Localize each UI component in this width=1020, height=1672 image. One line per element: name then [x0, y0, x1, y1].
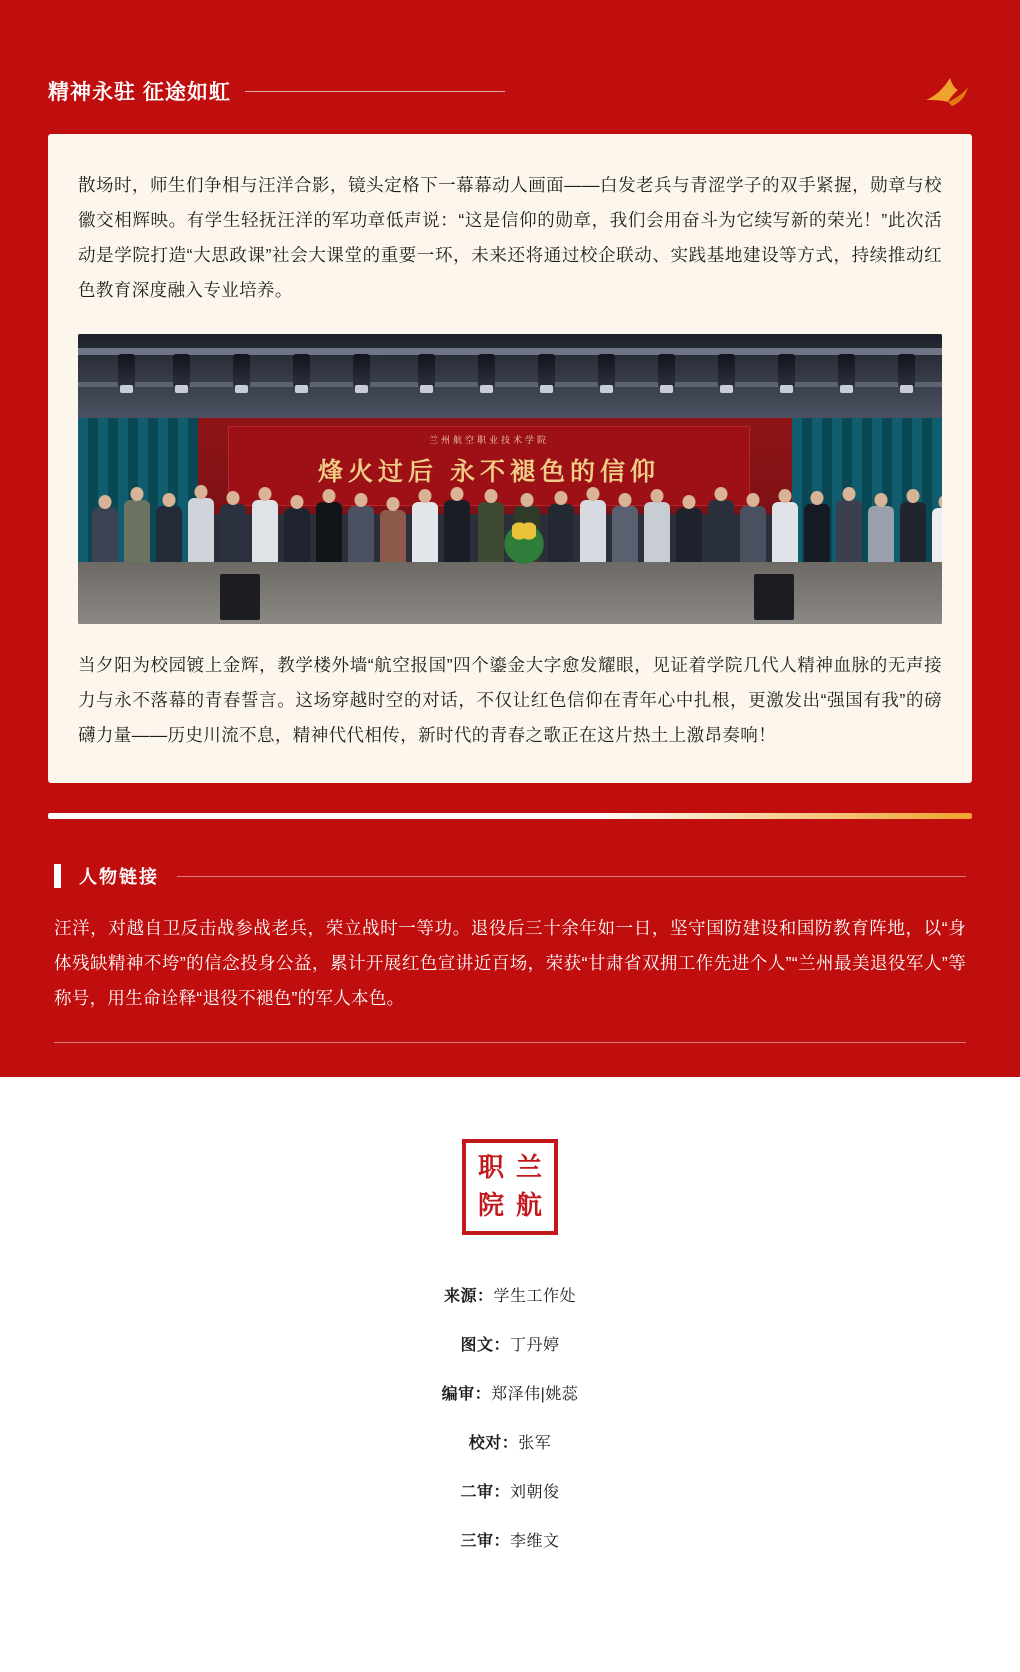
stage-light-icon: [478, 354, 495, 388]
photo-ceiling: [78, 334, 942, 418]
person-link-title: 人物链接: [79, 867, 159, 887]
stage-light-icon: [173, 354, 190, 388]
credit-value: 张军: [518, 1435, 552, 1452]
stage-light-icon: [233, 354, 250, 388]
stage-light-icon: [598, 354, 615, 388]
stage-light-icon: [118, 354, 135, 388]
credit-row: [0, 1332, 1020, 1355]
section-header: [0, 0, 1020, 134]
person-link-header: [54, 863, 966, 889]
accent-tick: [54, 864, 61, 888]
paragraph-2: 当夕阳为校园镀上金辉，教学楼外墙“航空报国”四个鎏金大字愈发耀眼，见证着学院几代人精神血脉的无声接力与永不落幕的青春誓言。这场穿越时空的对话，不仅让红色信仰在青年心中扎根，更激发出“强国有我”的磅礴力量——历史川流不息，精神代代相传，新时代的青春之歌正在这片热土上激昂奏响！: [78, 655, 942, 745]
credit-value: 学生工作处: [493, 1288, 577, 1305]
credit-row: [0, 1283, 1020, 1306]
stage-light-icon: [658, 354, 675, 388]
group-photo: [78, 334, 942, 624]
stage-light-icon: [898, 354, 915, 388]
seal-char: 职: [477, 1153, 504, 1183]
page-title: 精神永驻 征途如虹: [48, 81, 231, 104]
seal-char: 航: [515, 1191, 542, 1221]
article-card: [48, 134, 972, 783]
article-footer: [0, 1077, 1020, 1617]
seal-char: 院: [477, 1191, 504, 1221]
credit-row: [0, 1381, 1020, 1404]
stage-light-icon: [778, 354, 795, 388]
credit-row: [0, 1528, 1020, 1551]
credit-label: 来源：: [443, 1288, 494, 1305]
banner-top-text: 兰州航空职业技术学院: [428, 435, 549, 445]
seal-char: 兰: [515, 1153, 542, 1183]
flower-bouquet: [502, 528, 546, 568]
credit-label: 校对：: [468, 1435, 519, 1452]
person-block-underline: [54, 1042, 966, 1043]
credit-row: [0, 1479, 1020, 1502]
stage-speaker: [220, 574, 260, 620]
stage-speaker: [754, 574, 794, 620]
credit-label: 二审：: [460, 1484, 510, 1501]
banner-main-text: 烽火过后 永不褪色的信仰: [318, 458, 660, 486]
header-divider: [245, 91, 505, 92]
photo-truss-upper: [78, 348, 942, 355]
section-divider-bar: [48, 813, 972, 819]
person-link-body: 汪洋，对越自卫反击战参战老兵，荣立战时一等功。退役后三十余年如一日，坚守国防建设和国防教育阵地，以“身体残缺精神不垮”的信念投身公益，累计开展红色宣讲近百场，荣获“甘肃省双拥工作先进个人”“兰州最美退役军人”等称号，用生命诠释“退役不褪色”的军人本色。: [54, 918, 966, 1008]
stage-light-icon: [353, 354, 370, 388]
bird-icon: [924, 74, 970, 108]
institute-seal-icon: [462, 1139, 558, 1235]
stage-light-icon: [538, 354, 555, 388]
credit-value: 郑泽伟|姚蕊: [491, 1386, 579, 1403]
credit-label: 编审：: [441, 1386, 492, 1403]
credit-row: [0, 1430, 1020, 1453]
stage-light-icon: [418, 354, 435, 388]
credit-label: 三审：: [460, 1533, 510, 1550]
person-title-divider: [177, 876, 966, 877]
person-link-block: [48, 863, 972, 1043]
credit-value: 刘朝俊: [510, 1484, 560, 1501]
stage-light-icon: [293, 354, 310, 388]
paragraph-1: 散场时，师生们争相与汪洋合影，镜头定格下一幕幕动人画面——白发老兵与青涩学子的双手紧握，勋章与校徽交相辉映。有学生轻抚汪洋的军功章低声说：“这是信仰的勋章，我们会用奋斗为它续写新的荣光！”此次活动是学院打造“大思政课”社会大课堂的重要一环，未来还将通过校企联动、实践基地建设等方式，持续推动红色教育深度融入专业培养。: [78, 175, 942, 300]
stage-light-icon: [718, 354, 735, 388]
credit-value: 李维文: [510, 1533, 560, 1550]
photo-floor: [78, 562, 942, 624]
credit-value: 丁丹婷: [510, 1337, 560, 1354]
credit-label: 图文：: [460, 1337, 510, 1354]
stage-light-icon: [838, 354, 855, 388]
photo-truss-lower: [78, 382, 942, 387]
